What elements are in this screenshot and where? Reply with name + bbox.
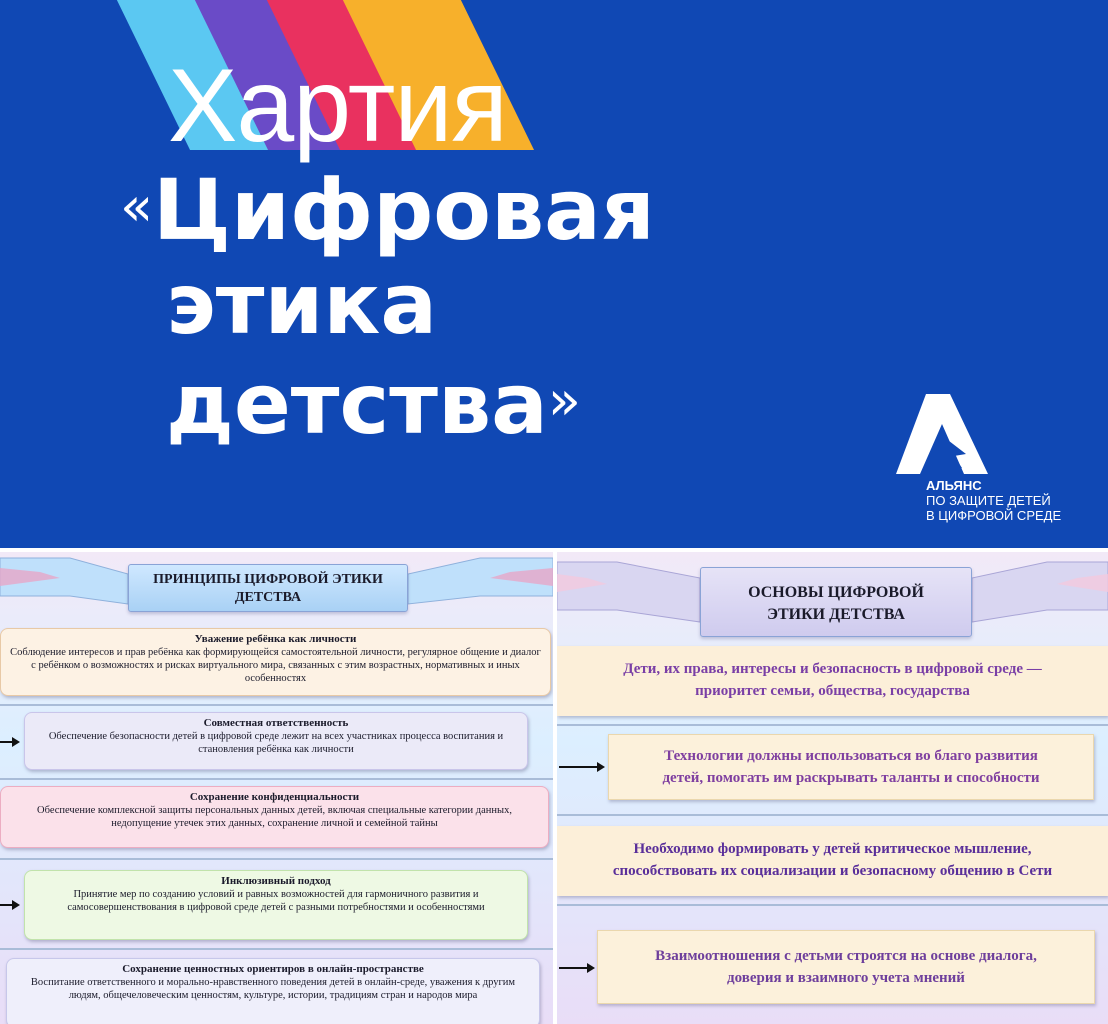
foundation-text-line-2: детей, помогать им раскрывать таланты и способности [662, 770, 1040, 786]
principle-title: Сохранение конфиденциальности [189, 791, 360, 803]
principle-body: Обеспечение безопасности детей в цифровой среде лежит на всех участниках процесса воспитания и становления ребёнка как личности [48, 731, 504, 755]
principle-title: Уважение ребёнка как личности [194, 633, 357, 645]
logo-line-1: АЛЬЯНС [926, 478, 982, 493]
separator-line [0, 948, 553, 950]
principle-body: Принятие мер по созданию условий и равных возможностей для гармоничного развития и самосовершенствования в цифровой среде детей с разными потребностями и особенностями [67, 889, 485, 913]
separator-line [0, 858, 553, 860]
principle-body: Соблюдение интересов и прав ребёнка как формирующейся самостоятельной личности, регулярное общение и диалог с ребёнком о возможностях и рисках виртуального мира, связанных с этим возрастных, нормативных и иных особенностях [10, 647, 541, 684]
foundations-header-line-1: ОСНОВЫ ЦИФРОВОЙ [748, 584, 924, 601]
principle-card-values [6, 958, 540, 1024]
arrow-right-icon [559, 967, 593, 969]
logo-line-3: В ЦИФРОВОЙ СРЕДЕ [926, 508, 1062, 523]
foundation-text-line-2: доверия и взаимного учета мнений [727, 970, 965, 986]
principles-header-line-1: ПРИНЦИПЫ ЦИФРОВОЙ ЭТИКИ [153, 572, 383, 587]
banner-title-line-3 [166, 355, 581, 453]
principle-card-inclusive [24, 870, 528, 940]
alliance-logo-icon [896, 394, 996, 478]
principle-card-confidentiality [0, 786, 549, 848]
banner-open-quote: « [120, 175, 154, 238]
foundation-text-line-1: Взаимоотношения с детьми строятся на основе диалога, [655, 948, 1037, 964]
arrow-right-icon [0, 741, 18, 743]
banner-title-word-1: Цифровая [153, 161, 655, 259]
principle-body: Воспитание ответственного и морально-нравственного поведения детей в онлайн-среде, уважения к другим людям, общечеловеческим ценностям, культуре, истории, традициям стран и народов мира [30, 977, 516, 1001]
banner-close-quote: » [547, 369, 581, 432]
principles-panel [0, 552, 553, 1024]
banner-word-charter: Хартия [168, 48, 507, 164]
alliance-logo-text [926, 478, 1061, 523]
foundations-header [700, 567, 972, 637]
foundation-text-line-1: Необходимо формировать у детей критическое мышление, [633, 841, 1032, 857]
logo-line-2: ПО ЗАЩИТЕ ДЕТЕЙ [926, 493, 1051, 508]
banner-title-word-3: детства [166, 355, 548, 453]
principle-card-respect [0, 628, 551, 696]
separator-line [0, 704, 553, 706]
foundation-text-line-2: приоритет семьи, общества, государства [695, 683, 970, 699]
principle-card-shared-responsibility [24, 712, 528, 770]
foundations-panel [557, 552, 1108, 1024]
principle-title: Инклюзивный подход [221, 875, 331, 887]
foundation-text-line-1: Дети, их права, интересы и безопасность в цифровой среде — [623, 661, 1042, 677]
foundation-item-dialogue [597, 930, 1095, 1004]
separator-line [557, 814, 1108, 816]
principle-title: Совместная ответственность [203, 717, 349, 729]
principles-header [128, 564, 408, 612]
arrow-right-icon [559, 766, 603, 768]
foundation-item-critical-thinking [557, 826, 1108, 896]
foundation-text-line-2: способствовать их социализации и безопасному общению в Сети [612, 863, 1053, 879]
principle-body: Обеспечение комплексной защиты персональных данных детей, включая специальные категории данных, недопущение утечек этих данных, сохранение личной и семейной тайны [37, 805, 512, 829]
arrow-right-icon [0, 904, 18, 906]
foundation-text-line-1: Технологии должны использоваться во благо развития [664, 748, 1038, 764]
foundation-item-priority [557, 646, 1108, 716]
foundations-header-line-2: ЭТИКИ ДЕТСТВА [767, 606, 905, 623]
separator-line [557, 904, 1108, 906]
banner-title-line-1 [120, 161, 655, 259]
principles-header-line-2: ДЕТСТВА [234, 590, 302, 605]
separator-line [0, 778, 553, 780]
separator-line [557, 724, 1108, 726]
banner-title-line-2: этика [166, 255, 438, 353]
foundation-item-technology [608, 734, 1094, 800]
principle-title: Сохранение ценностных ориентиров в онлайн-пространстве [122, 963, 424, 975]
